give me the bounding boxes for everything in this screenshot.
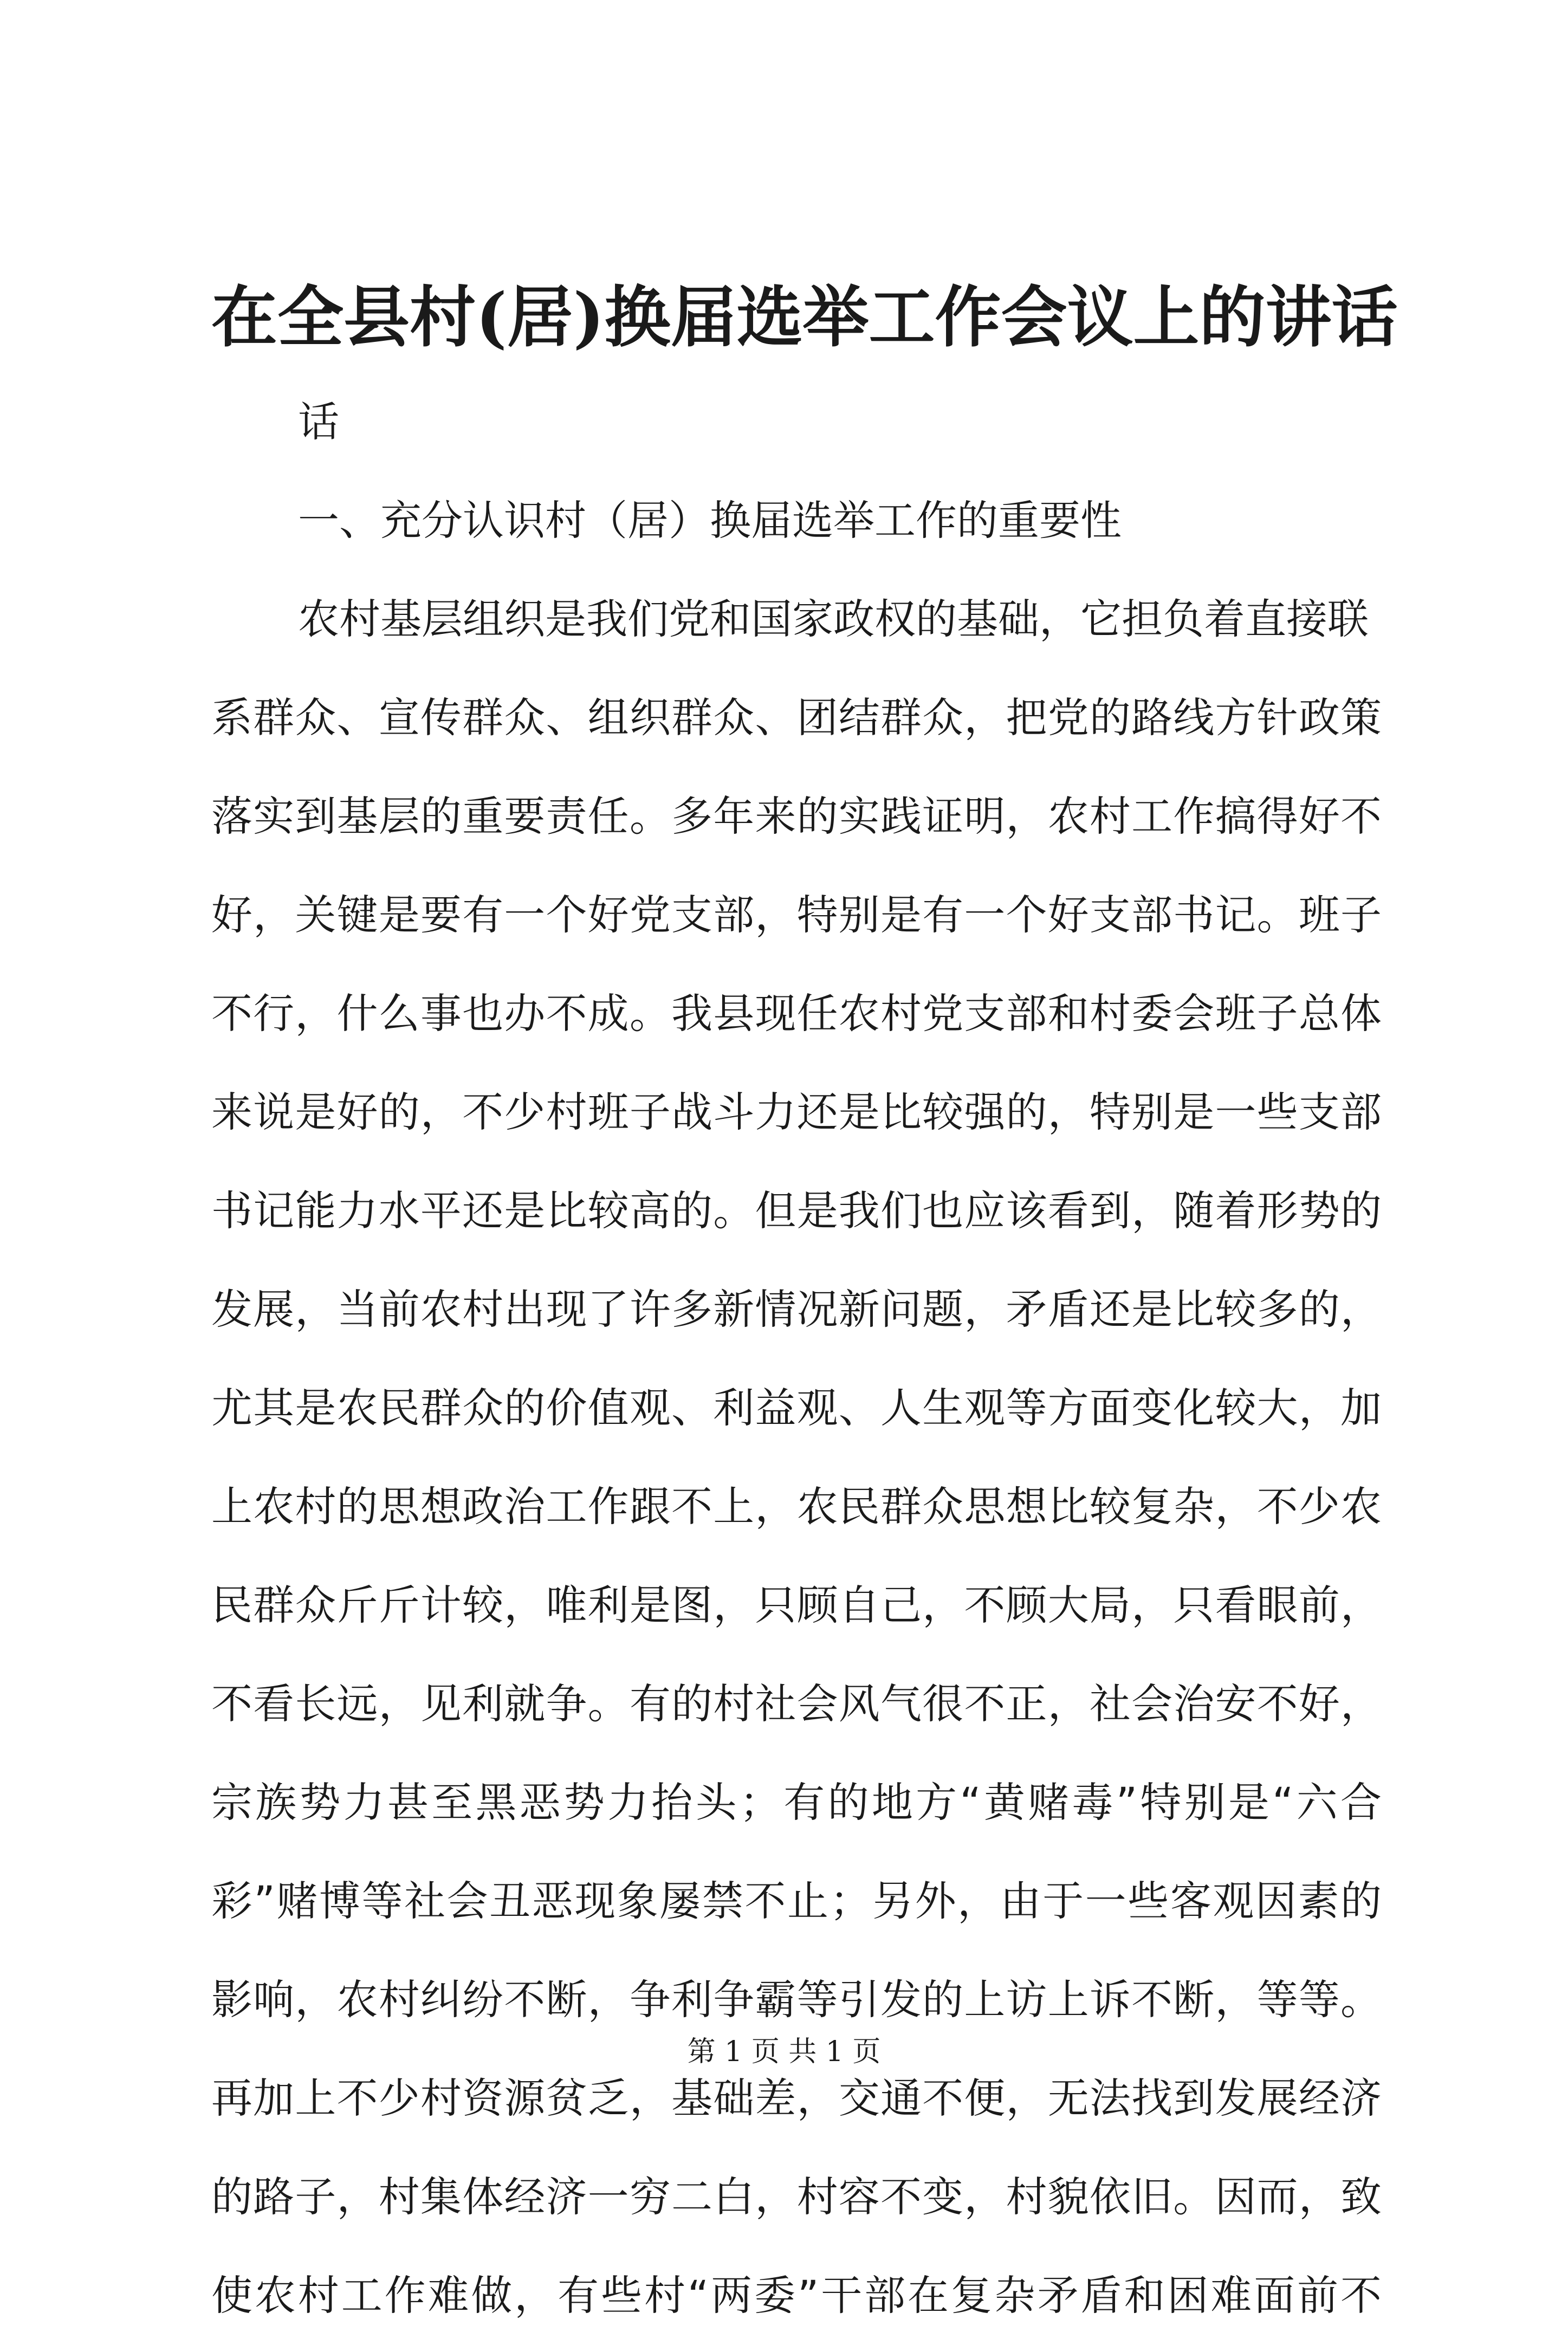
paragraph-line: 不行，什么事也办不成。我县现任农村党支部和村委会班子总体 [211,989,1382,1038]
paragraph-line: 农村基层组织是我们党和国家政权的基础，它担负着直接联 [298,595,1369,643]
section-heading: 一、充分认识村（居）换届选举工作的重要性 [298,496,1122,545]
paragraph-line: 系群众、宣传群众、组织群众、团结群众，把党的路线方针政策 [211,694,1382,742]
paragraph-line: 上农村的思想政治工作跟不上，农民群众思想比较复杂，不少农 [211,1482,1382,1531]
paragraph-line: 使农村工作难做，有些村“两委”干部在复杂矛盾和困难面前不 [211,2271,1382,2320]
paragraph-line: 民群众斤斤计较，唯利是图，只顾自己，不顾大局，只看眼前， [211,1581,1382,1629]
paragraph-line: 发展，当前农村出现了许多新情况新问题，矛盾还是比较多的， [211,1285,1382,1333]
paragraph-line: 再加上不少村资源贫乏，基础差，交通不便，无法找到发展经济 [211,2074,1382,2122]
paragraph-line: 彩”赌博等社会丑恶现象屡禁不止；另外，由于一些客观因素的 [211,1877,1382,1925]
paragraph-line: 的路子，村集体经济一穷二白，村容不变，村貌依旧。因而，致 [211,2173,1382,2221]
paragraph-line: 影响，农村纠纷不断，争利争霸等引发的上访上诉不断，等等。 [211,1975,1382,2024]
paragraph-line: 好，关键是要有一个好党支部，特别是有一个好支部书记。班子 [211,891,1382,939]
paragraph-line: 尤其是农民群众的价值观、利益观、人生观等方面变化较大，加 [211,1384,1382,1432]
paragraph [211,570,1382,2345]
paragraph-line: 来说是好的，不少村班子战斗力还是比较强的，特别是一些支部 [211,1088,1382,1136]
paragraph-line: 宗族势力甚至黑恶势力抬头；有的地方“黄赌毒”特别是“六合 [211,1778,1382,1826]
paragraph-line: 书记能力水平还是比较高的。但是我们也应该看到，随着形势的 [211,1187,1382,1235]
paragraph-line: 落实到基层的重要责任。多年来的实践证明，农村工作搞得好不 [211,792,1382,840]
intro-fragment: 话 [298,398,339,446]
paragraph-line: 不看长远，见利就争。有的村社会风气很不正，社会治安不好， [211,1680,1382,1728]
page-footer: 第 1 页 共 1 页 [687,2036,881,2068]
document-title: 在全县村(居)换届选举工作会议上的讲话 [211,278,1398,356]
